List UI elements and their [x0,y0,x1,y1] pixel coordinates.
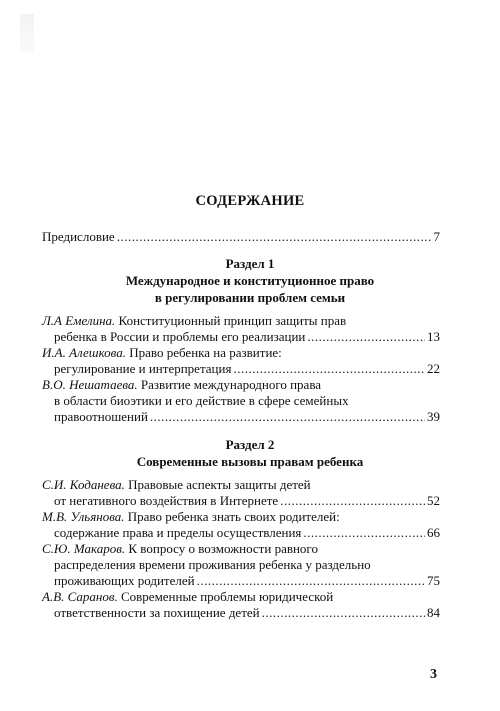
section-title-line: в регулировании проблем семьи [154,290,346,305]
toc-entry-line [54,409,440,425]
entry-title: содержание права и пределы осуществления [54,525,302,540]
entry-title: ребенка в России и проблемы его реализации [54,329,306,344]
toc-entry-line [42,589,333,605]
toc-entry-preface [42,229,440,245]
entry-title: К вопросу о возможности равного [128,541,318,556]
dot-leader [233,361,425,377]
entry-title: Правовые аспекты защиты детей [128,477,311,492]
entry-page: 13 [427,329,440,344]
entry-author: В.О. Нешатаева. [42,377,138,392]
toc-title: СОДЕРЖАНИЕ [195,193,305,209]
entry-page: 84 [427,605,440,620]
entry-author: Л.А Емелина. [42,313,116,328]
dot-leader [262,605,425,621]
entry-title: Предисловие [42,229,115,244]
entry-page: 66 [427,525,440,540]
toc-entry-line: распределения времени проживания ребенка у раздельно [54,557,371,572]
section-label: Раздел 1 [225,256,275,271]
entry-title: Современные проблемы юридической [120,589,334,604]
toc-entry-line [54,329,440,345]
section-title-line: Современные вызовы правам ребенка [136,454,364,469]
toc-entry-line [54,493,440,509]
entry-title: Право ребенка на развитие: [129,345,282,360]
entry-page: 22 [427,361,440,376]
toc-entry-line [54,525,440,541]
entry-page: 39 [427,409,440,424]
toc-entry-line [42,377,321,393]
entry-title: ответственности за похищение детей [54,605,260,620]
dot-leader [303,525,425,541]
entry-author: С.И. Коданева. [42,477,125,492]
dot-leader [307,329,425,345]
entry-title: правоотношений [54,409,148,424]
entry-page: 7 [433,229,440,244]
section-label: Раздел 2 [225,437,275,452]
page-number: 3 [430,667,437,682]
entry-author: М.В. Ульянова. [42,509,125,524]
entry-author: С.Ю. Макаров. [42,541,126,556]
entry-title: Конституционный принцип защиты прав [118,313,347,328]
entry-title: проживающих родителей [54,573,195,588]
entry-author: А.В. Саранов. [42,589,118,604]
toc-entry-line [54,605,440,621]
toc-entry-line: в области биоэтики и его действие в сфере семейных [54,393,349,408]
entry-page: 75 [427,573,440,588]
entry-page: 52 [427,493,440,508]
entry-title: Развитие международного права [140,377,322,392]
toc-entry-line [54,573,440,589]
dot-leader [150,409,425,425]
toc-entry-line [42,477,311,493]
entry-title: регулирование и интерпретация [54,361,232,376]
dot-leader [280,493,425,509]
dot-leader [117,229,432,245]
toc-entry-line [54,361,440,377]
entry-author: И.А. Алешкова. [42,345,126,360]
dot-leader [197,573,425,589]
scan-artifact [20,14,34,52]
toc-entry-line [42,541,318,557]
toc-entry-line [42,509,340,525]
section-title-line: Международное и конституционное право [125,273,375,288]
entry-title: от негативного воздействия в Интернете [54,493,279,508]
entry-title: Право ребенка знать своих родителей: [127,509,340,524]
toc-entry-line [42,345,282,361]
toc-entry-line [42,313,346,329]
